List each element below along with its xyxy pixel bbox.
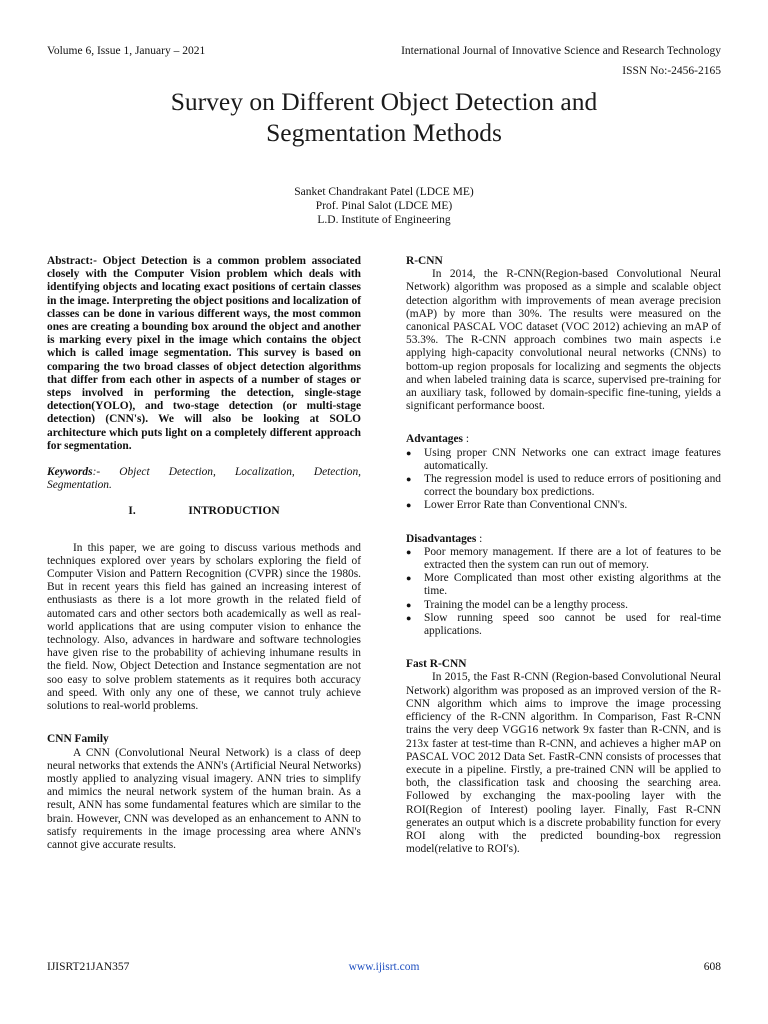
abstract: Abstract:- Object Detection is a common problem associated closely with the Computer Vision problem which deals with identifying objects and locating exact positions of certain classes in the image. Interpreting the object positions and localization of classes can be done in various different ways, the most common ones are creating a bounding box around the object and another is marking every pixel in the image which contains the object which is called image segmentation. This survey is based on comparing the two broad classes of object detection algorithms that differ from each other in aspects of a number of stages or steps involved in performing the detection, single-stage detection(YOLO), and two-stage detection (or multi-stage detection) (CNN's). We will also be looking at SOLO architecture which puts light on a completely different approach for segmentation. (47, 255, 361, 452)
keywords-label: Keywords (47, 466, 93, 479)
journal-url-link[interactable]: www.ijisrt.com (348, 961, 420, 973)
author-block (40, 185, 728, 227)
title-line-2: Segmentation Methods (266, 118, 502, 147)
section-number: I. (128, 505, 136, 518)
list-item: ● Using proper CNN Networks one can extract image features automatically. (406, 447, 721, 473)
issn: ISSN No:-2456-2165 (622, 65, 721, 77)
author-1: Sanket Chandrakant Patel (LDCE ME) (294, 186, 474, 198)
paper-title (40, 86, 728, 148)
section-title: INTRODUCTION (188, 505, 280, 518)
disadvantages-heading (406, 533, 721, 546)
volume-info: Volume 6, Issue 1, January – 2021 (47, 45, 206, 57)
keywords (47, 466, 361, 492)
article-code: IJISRT21JAN357 (47, 961, 130, 973)
disadvantages-colon: : (476, 532, 483, 545)
keywords-text: :- Object Detection, Localization, Detection, Segmentation. (47, 466, 361, 492)
rcnn-heading: R-CNN (406, 255, 443, 267)
cnn-family-heading: CNN Family (47, 733, 109, 746)
list-item: ● Lower Error Rate than Conventional CNN's. (406, 499, 721, 512)
intro-paragraph: In this paper, we are going to discuss various methods and techniques explored over years by scholars exploring the field of Computer Vision and Pattern Recognition (CVPR) since the 1980s. But in recent years this field has gained an increasing interest of enthusiasts as there is a lot more growth in the related field of automated cars and other sectors both academically as well as real-world applications that are using computer vision to enhance the technology. Also, advances in hardware and software technologies have given rise to the probability of achieving inhumane results in the field. Now, Object Detection and Instance segmentation are not soo easy to solve problem statements as it requires both accuracy and speed. With only any one of these, we cannot truly achieve solutions to real-world problems. (47, 541, 361, 713)
title-line-1: Survey on Different Object Detection and (170, 87, 598, 116)
list-item: ● Training the model can be a lengthy process. (406, 599, 721, 612)
left-column (47, 255, 361, 852)
list-item: ● The regression model is used to reduce errors of positioning and correct the boundary box predictions. (406, 473, 721, 499)
author-2: Prof. Pinal Salot (LDCE ME) (315, 200, 453, 212)
journal-name: International Journal of Innovative Science and Research Technology (401, 45, 721, 57)
fast-rcnn-heading: Fast R-CNN (406, 658, 467, 671)
advantages-label: Advantages (406, 433, 463, 446)
cnn-family-paragraph: A CNN (Convolutional Neural Network) is a class of deep neural networks that extends the ANN's (Artificial Neural Networks) mostly applied to analyzing visual imagery. ANN tries to simplify and mimics the neural network system of the human brain. As a result, ANN has some fundamental features which are similar to the brain. However, CNN was developed as an enhancement to ANN to satisfy requirements in the image processing area where ANN's cannot give accurate results. (47, 746, 361, 851)
right-column (406, 255, 721, 856)
page-number: 608 (703, 961, 721, 973)
disadvantages-label: Disadvantages (406, 532, 477, 545)
disadvantages-list (406, 546, 721, 638)
list-item: ● More Complicated than most other existing algorithms at the time. (406, 572, 721, 598)
advantages-heading (406, 433, 721, 446)
list-item: ● Poor memory management. If there are a lot of features to be extracted then the system can run out of memory. (406, 546, 721, 572)
advantages-list (406, 447, 721, 513)
section-heading (47, 505, 361, 518)
list-item: ● Slow running speed soo cannot be used for real-time applications. (406, 612, 721, 638)
rcnn-paragraph: In 2014, the R-CNN(Region-based Convolutional Neural Network) algorithm was proposed as a simple and scalable object detection algorithm with improvements of mean average precision (mAP) by more than 30%. The results were measured on the canonical PASCAL VOC dataset (VOC 2012) achieving an mAP of 53.3%. The R-CNN approach combines two main aspects i.e applying high-capacity convolutional neural networks (CNNs) to bottom-up region proposals for localizing and segments the objects and when labeled training data is scarce, supervised pre-training for an auxiliary task, followed by domain-specific fine-tuning, yields a significant performance boost. (406, 268, 721, 413)
advantages-colon: : (462, 433, 469, 446)
affiliation: L.D. Institute of Engineering (317, 214, 451, 226)
fast-rcnn-paragraph: In 2015, the Fast R-CNN (Region-based Convolutional Neural Network) algorithm was proposed as an improved version of the R-CNN algorithm which aims to improve the image processing efficiency of the R-CNN algorithm. In Comparison, Fast R-CNN trains the very deep VGG16 network 9x faster than R-CNN, and is 213x faster at test-time than R-CNN, and achieves a higher mAP on PASCAL VOC 2012 Data Set. FastR-CNN consists of processes that execute in a pipeline. Firstly, a pre-trained CNN will be applied to both, the classification task and choosing the searching area. Followed by exchanging the max-pooling layer with the ROI(Region of Interest) pooling layer. Finally, Fast R-CNN generates an output which is a discrete probability function for every ROI along with the predicted bounding-box regression model(relative to ROI's). (406, 671, 721, 856)
